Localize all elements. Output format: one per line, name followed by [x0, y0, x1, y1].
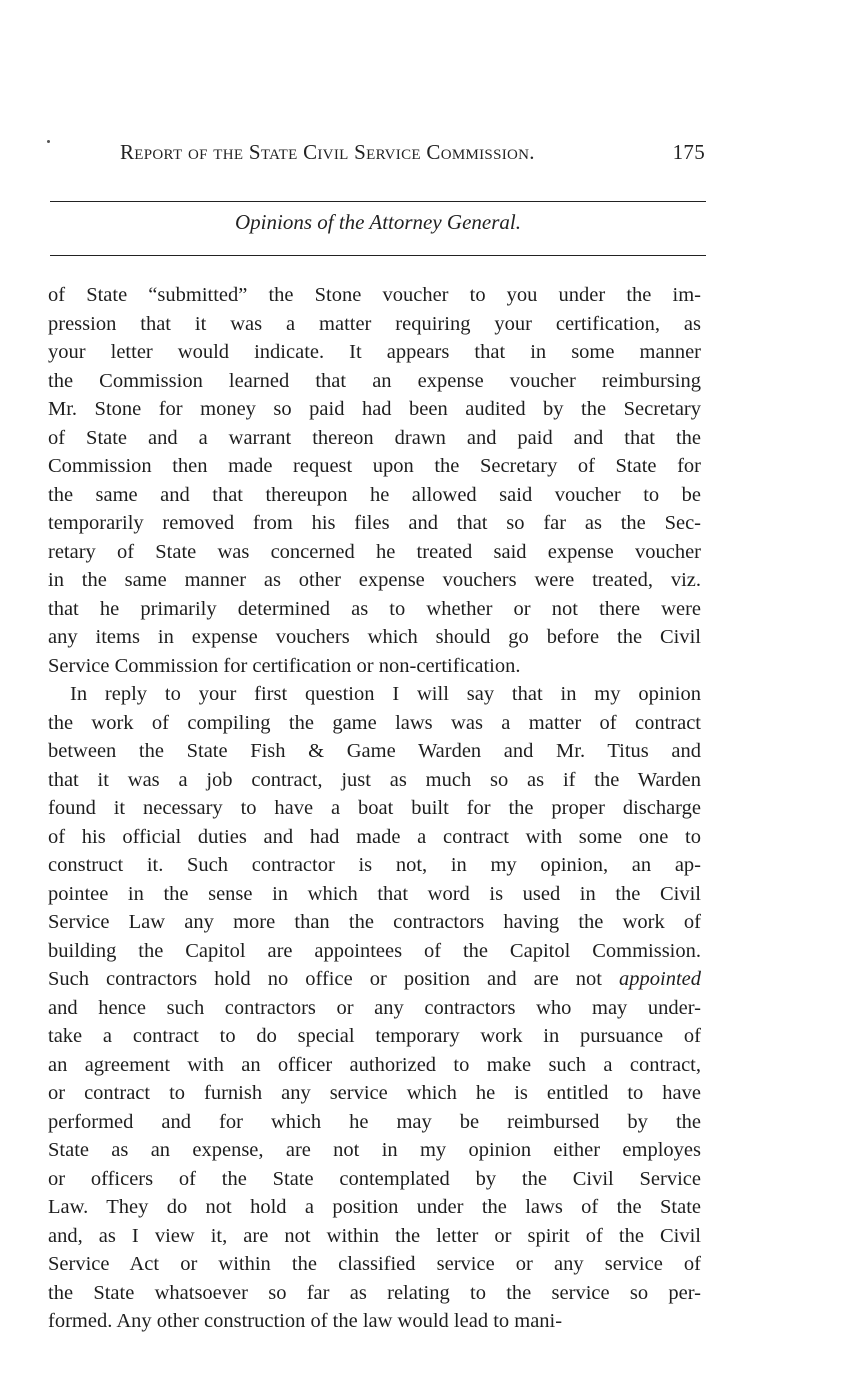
text-line: or officers of the State contemplated by the Civil Service	[48, 1167, 701, 1190]
text-line: the work of compiling the game laws was a matter of contract	[48, 711, 701, 734]
text-line: Law. They do not hold a position under the laws of the State	[48, 1196, 701, 1218]
running-header	[120, 140, 705, 168]
text-line: pointee in the sense in which that word is used in the Civil	[48, 882, 701, 905]
text-line: of his official duties and had made a contract with some one to	[48, 825, 701, 848]
text-line: Service Commission for certification or non-certification.	[48, 654, 521, 677]
text-line: performed and for which he may be reimbursed by the	[48, 1110, 701, 1133]
page-number: 175	[672, 140, 705, 164]
text-line: of State and a warrant thereon drawn and paid and that the	[48, 426, 701, 449]
text-line: temporarily removed from his files and that so far as the Sec-	[48, 512, 701, 534]
text-line: formed. Any other construction of the law would lead to mani-	[48, 1310, 563, 1332]
section-heading: Opinions of the Attorney General.	[235, 210, 521, 234]
text-line: pression that it was a matter requiring your certification, as	[48, 312, 701, 335]
text-line: the same and that thereupon he allowed said voucher to be	[48, 483, 701, 506]
text-line: Commission then made request upon the Secretary of State for	[48, 455, 701, 477]
text-line: Service Law any more than the contractors having the work of	[48, 911, 701, 933]
text-line: construct it. Such contractor is not, in my opinion, an ap-	[48, 854, 701, 876]
header-rule-top	[50, 201, 706, 202]
body-text	[48, 281, 701, 1336]
header-rule-bottom	[50, 255, 706, 256]
text-line: in the same manner as other expense vouchers were treated, viz.	[48, 569, 701, 591]
text-line: take a contract to do special temporary work in pursuance of	[48, 1025, 701, 1047]
text-line: Service Act or within the classified service or any service of	[48, 1253, 701, 1275]
text-line: and, as I view it, are not within the letter or spirit of the Civil	[48, 1224, 701, 1247]
text-line: retary of State was concerned he treated said expense voucher	[48, 540, 701, 563]
running-title: Report of the State Civil Service Commission.	[120, 140, 535, 164]
text-line: Such contractors hold no office or position and are not appointed	[48, 968, 701, 990]
text-line: that he primarily determined as to whether or not there were	[48, 597, 701, 620]
text-line: the Commission learned that an expense voucher reimbursing	[48, 369, 701, 392]
text-line: State as an expense, are not in my opinion either employes	[48, 1139, 701, 1161]
text-line: found it necessary to have a boat built for the proper discharge	[48, 797, 701, 819]
text-line: between the State Fish & Game Warden and Mr. Titus and	[48, 740, 701, 762]
text-line: of State “submitted” the Stone voucher to you under the im-	[48, 284, 701, 306]
text-line: the State whatsoever so far as relating to the service so per-	[48, 1281, 701, 1304]
text-line: building the Capitol are appointees of the Capitol Commission.	[48, 939, 701, 962]
text-line: Mr. Stone for money so paid had been audited by the Secretary	[48, 398, 701, 420]
text-line: and hence such contractors or any contractors who may under-	[48, 996, 701, 1019]
scan-speck	[47, 140, 50, 143]
text-line: that it was a job contract, just as much so as if the Warden	[48, 768, 701, 791]
text-line: In reply to your first question I will say that in my opinion	[70, 683, 701, 705]
text-line: an agreement with an officer authorized to make such a contract,	[48, 1053, 701, 1076]
text-line: your letter would indicate. It appears that in some manner	[48, 341, 701, 363]
text-line: any items in expense vouchers which should go before the Civil	[48, 626, 701, 648]
text-line: or contract to furnish any service which he is entitled to have	[48, 1082, 701, 1104]
